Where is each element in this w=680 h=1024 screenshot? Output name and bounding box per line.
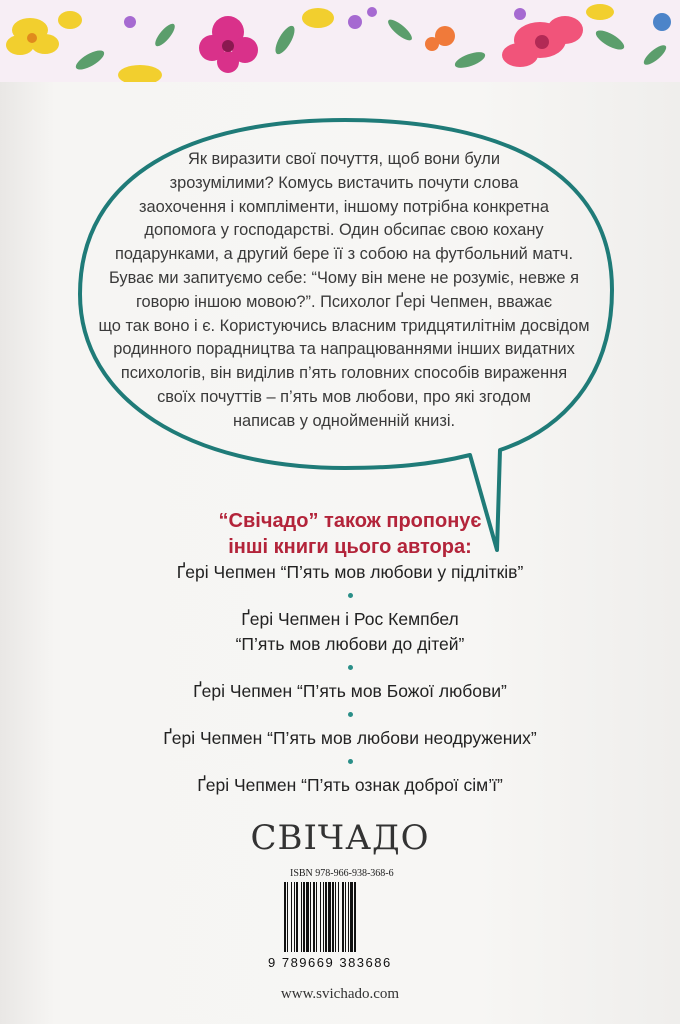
- blurb-line: що так воно і є. Користуючись власним тридцятилітнім досвідом: [98, 316, 590, 335]
- book-title: Ґері Чепмен “П’ять мов любови у підлітків”: [176, 562, 524, 582]
- barcode-bar: [287, 882, 288, 952]
- barcode-number: 9 789669 383686: [268, 955, 392, 970]
- blurb-line: психологів, він виділив п’ять головних способів вираження: [120, 364, 568, 383]
- barcode-bar: [294, 882, 295, 952]
- book-list: [80, 560, 620, 798]
- book-item: [80, 726, 620, 751]
- blurb-line: допомога у господарстві. Один обсипає свою кохану: [144, 221, 544, 240]
- barcode-bar: [284, 882, 286, 952]
- publisher-url: www.svichado.com: [280, 986, 400, 1002]
- barcode-bar: [335, 882, 336, 952]
- blurb-line: говорю іншою мовою?”. Психолог Ґері Чепмен, вважає: [135, 292, 553, 311]
- book-title: Ґері Чепмен “П’ять мов Божої любови”: [193, 681, 507, 701]
- blurb-line: написав у однойменній книзі.: [232, 411, 456, 430]
- bullet-dot: [348, 593, 353, 598]
- book-title: “П’ять мов любови до дітей”: [235, 634, 465, 654]
- bullet-dot: [348, 759, 353, 764]
- barcode-bar: [342, 882, 344, 952]
- offer-line: інші книги цього автора:: [228, 536, 472, 558]
- blurb-line: подарунками, а другий бере її з собою на футбольний матч.: [114, 245, 574, 264]
- publisher-offer: [100, 508, 600, 560]
- bullet-dot: [348, 712, 353, 717]
- blurb-line: родинного порадництва та напрацюваннями інших видатних: [113, 340, 575, 359]
- book-item: [80, 607, 620, 657]
- blurb-line: своїх почуттів – п’ять мов любови, про які згодом: [157, 387, 531, 406]
- barcode-bar: [348, 882, 349, 952]
- book-title: Ґері Чепмен “П’ять мов любови неодружених”: [163, 728, 537, 748]
- bullet-dot: [348, 665, 353, 670]
- blurb-line: Буває ми запитуємо себе: “Чому він мене не розуміє, невже я: [109, 268, 579, 287]
- blurb-line: Як виразити свої почуття, щоб вони були: [187, 150, 500, 168]
- book-authors: Ґері Чепмен і Рос Кемпбел: [241, 609, 459, 629]
- barcode-bar: [313, 882, 315, 952]
- barcode-bar: [306, 882, 309, 952]
- barcode-bar: [301, 882, 302, 952]
- barcode-bar: [338, 882, 339, 952]
- blurb-text: [94, 148, 594, 434]
- book-title: Ґері Чепмен “П’ять ознак доброї сім’ї”: [197, 775, 503, 795]
- barcode-bar: [303, 882, 305, 952]
- blurb-line: заохочення і компліменти, іншому потрібна конкретна: [139, 197, 549, 216]
- isbn-label: ISBN 978-966-938-368-6: [290, 868, 394, 879]
- barcode-bar: [320, 882, 321, 952]
- barcode-bar: [332, 882, 334, 952]
- barcode-bar: [291, 882, 292, 952]
- barcode-bar: [345, 882, 346, 952]
- book-item: [80, 773, 620, 798]
- publisher-logo: СВІЧАДО: [250, 818, 430, 858]
- blurb-line: зрозумілими? Комусь вистачить почути слова: [169, 173, 519, 192]
- barcode-bar: [296, 882, 298, 952]
- offer-line: “Свічадо” також пропонує: [218, 510, 482, 532]
- book-item: [80, 560, 620, 585]
- barcode: [282, 882, 394, 952]
- barcode-bar: [325, 882, 327, 952]
- barcode-bar: [323, 882, 324, 952]
- barcode-bar: [354, 882, 356, 952]
- barcode-bar: [328, 882, 331, 952]
- barcode-bar: [310, 882, 311, 952]
- book-item: [80, 679, 620, 704]
- barcode-bar: [316, 882, 317, 952]
- barcode-bar: [350, 882, 353, 952]
